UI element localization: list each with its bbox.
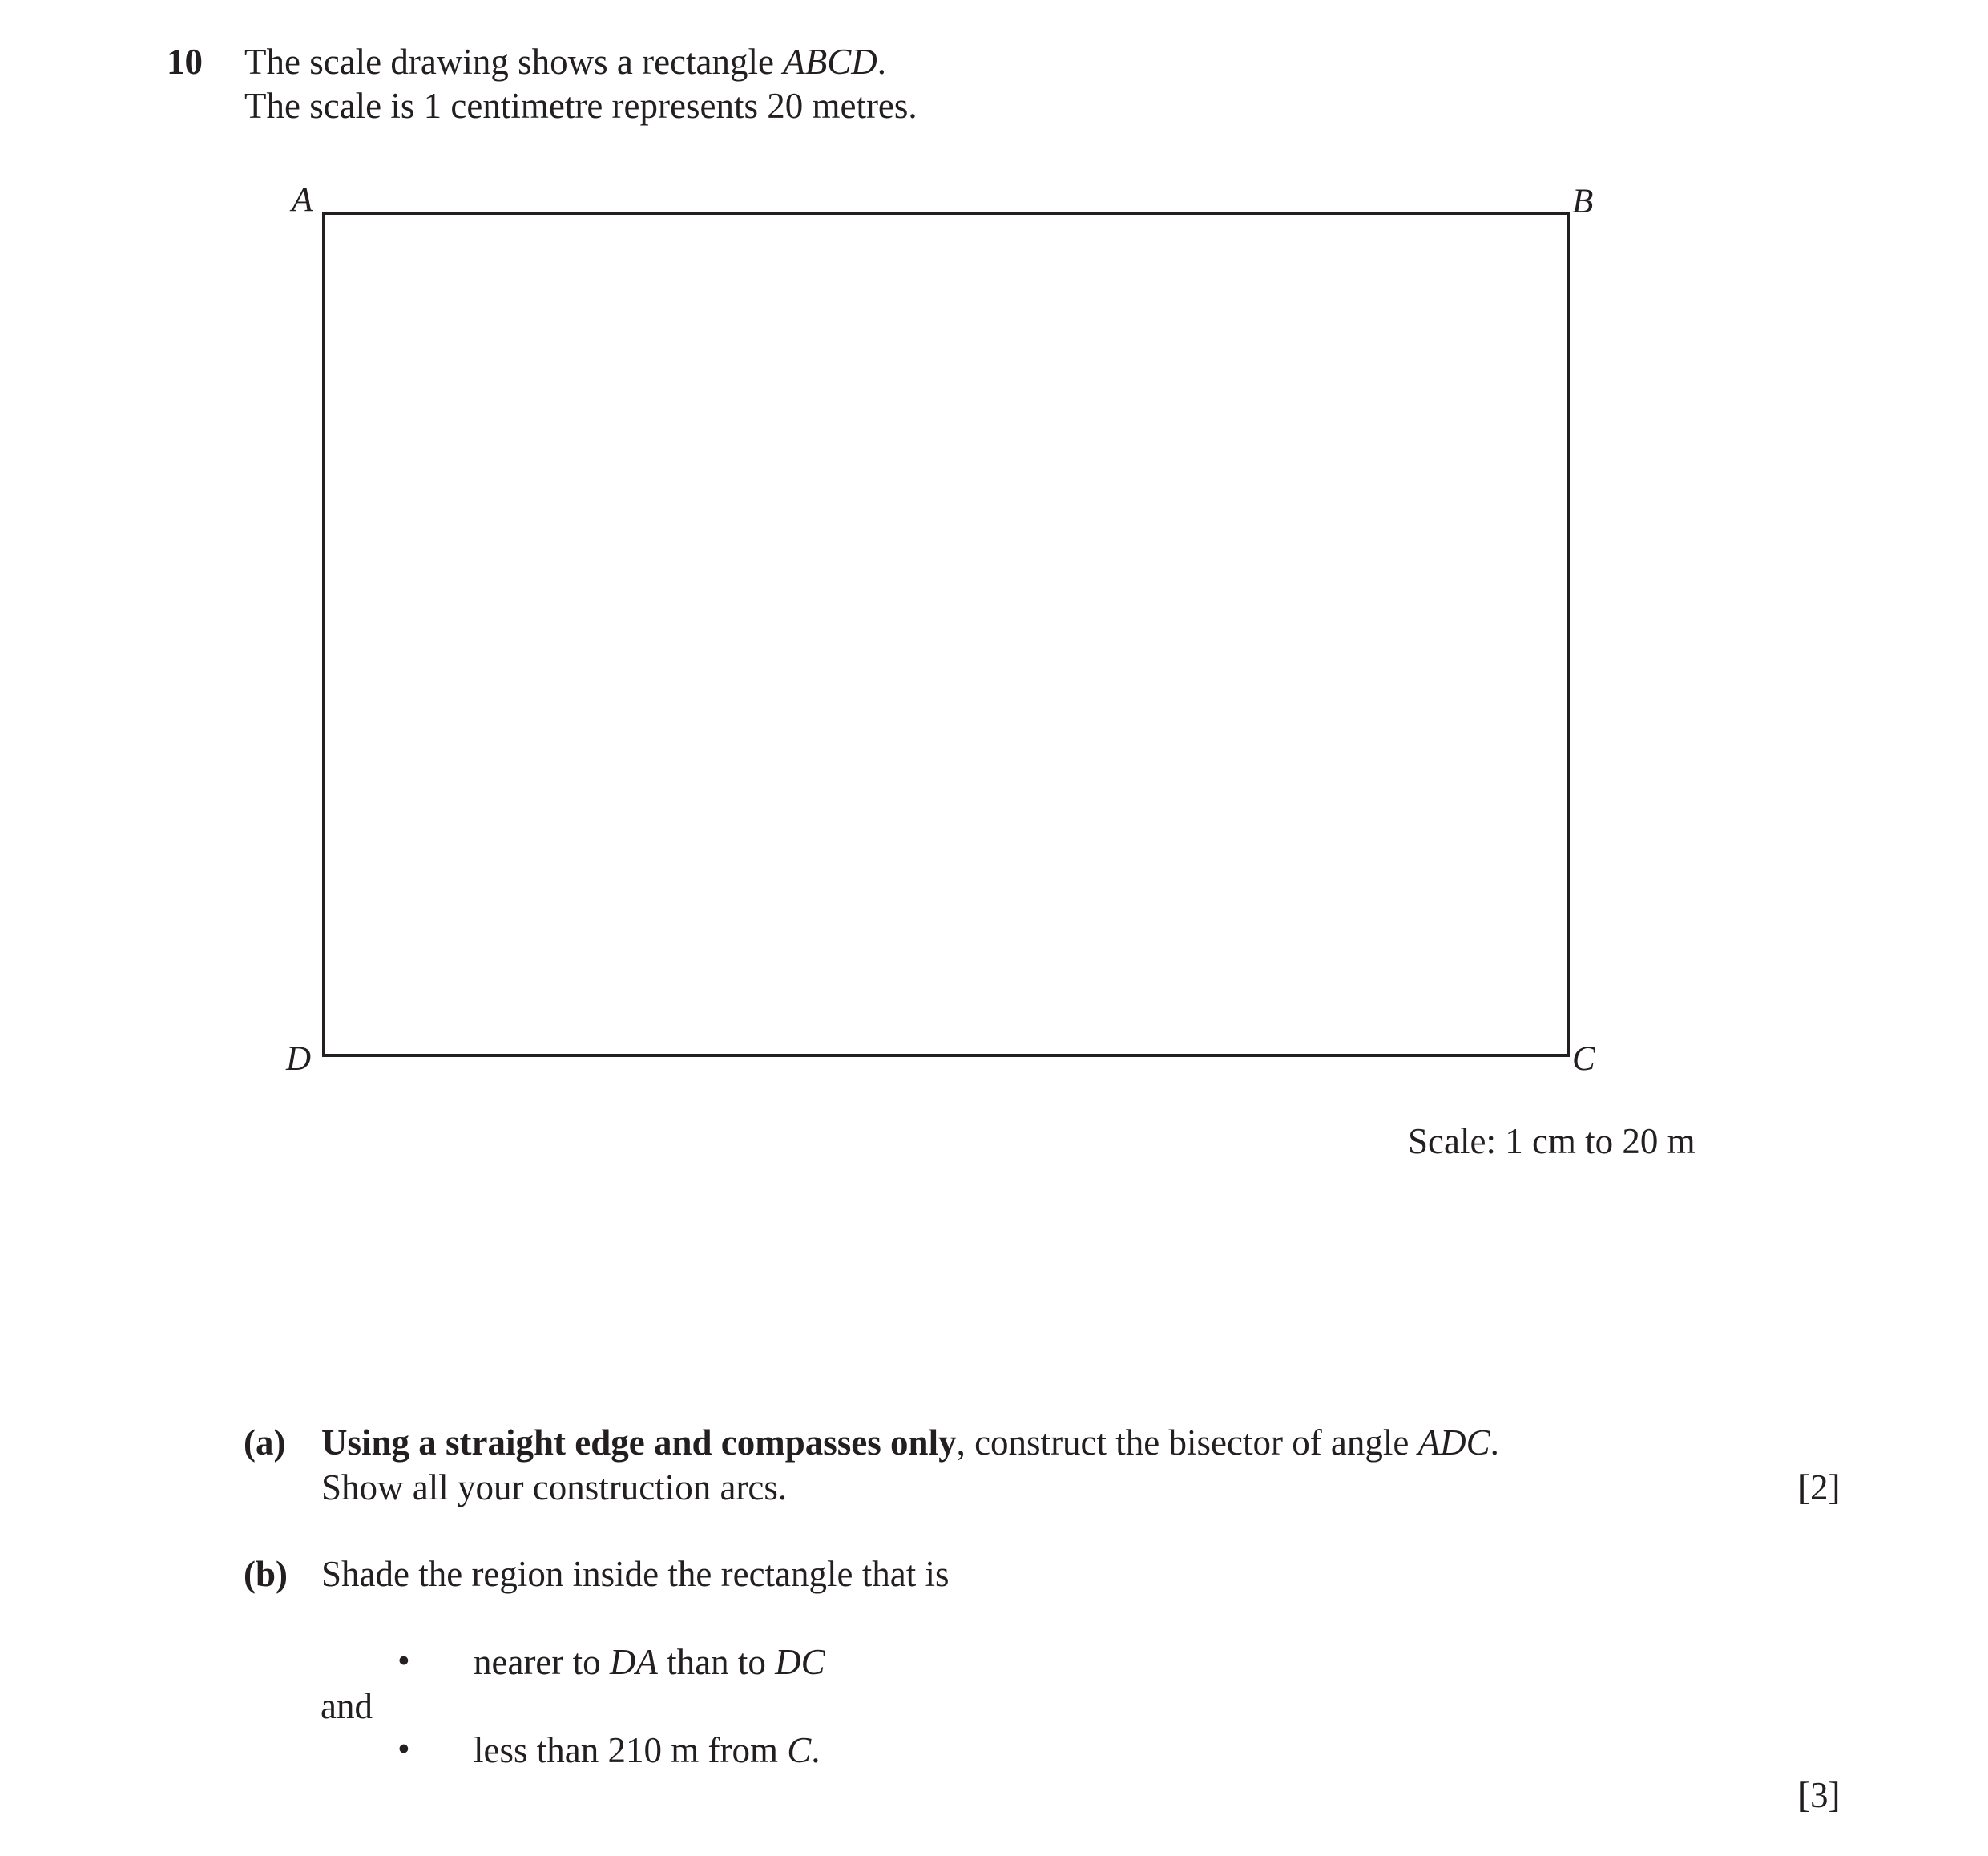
part-b-label: (b) <box>244 1554 288 1594</box>
bullet-1-text-1: nearer to <box>474 1642 610 1682</box>
bullet-2-text-1: less than 210 m from <box>474 1730 788 1770</box>
question-number: 10 <box>167 42 203 82</box>
connector-and: and <box>321 1686 373 1726</box>
part-a-end: . <box>1490 1422 1499 1463</box>
part-a-bold-text: Using a straight edge and compasses only <box>321 1422 957 1463</box>
question-line-1-end: . <box>877 42 886 82</box>
vertex-label-c: C <box>1572 1040 1595 1078</box>
part-a-label: (a) <box>244 1422 286 1463</box>
bullet-2-symbol: • <box>397 1729 410 1769</box>
question-line-1-text: The scale drawing shows a rectangle <box>244 42 784 82</box>
rectangle-abcd <box>324 213 1568 1055</box>
part-a-marks: [2] <box>1798 1467 1841 1507</box>
point-c: C <box>787 1730 812 1770</box>
bullet-2-text <box>474 1730 821 1770</box>
side-da: DA <box>609 1642 658 1682</box>
bullet-1-symbol: • <box>397 1640 410 1680</box>
question-line-2: The scale is 1 centimetre represents 20 metres. <box>244 86 917 126</box>
side-dc: DC <box>775 1642 825 1682</box>
scale-label: Scale: 1 cm to 20 m <box>1408 1121 1696 1161</box>
part-b-marks: [3] <box>1798 1775 1841 1815</box>
part-a-line-2: Show all your construction arcs. <box>321 1467 788 1507</box>
vertex-label-b: B <box>1572 183 1594 220</box>
rectangle-name: ABCD <box>783 42 877 82</box>
angle-name: ADC <box>1417 1422 1490 1463</box>
vertex-label-a: A <box>292 181 313 219</box>
part-b-text: Shade the region inside the rectangle that is <box>321 1554 950 1594</box>
vertex-label-d: D <box>286 1040 312 1078</box>
part-a-line-1 <box>321 1422 1499 1463</box>
part-a-text: , construct the bisector of angle <box>956 1422 1418 1463</box>
bullet-1-text-2: than to <box>657 1642 776 1682</box>
bullet-1-text <box>474 1644 825 1680</box>
bullet-2-end: . <box>811 1730 821 1770</box>
